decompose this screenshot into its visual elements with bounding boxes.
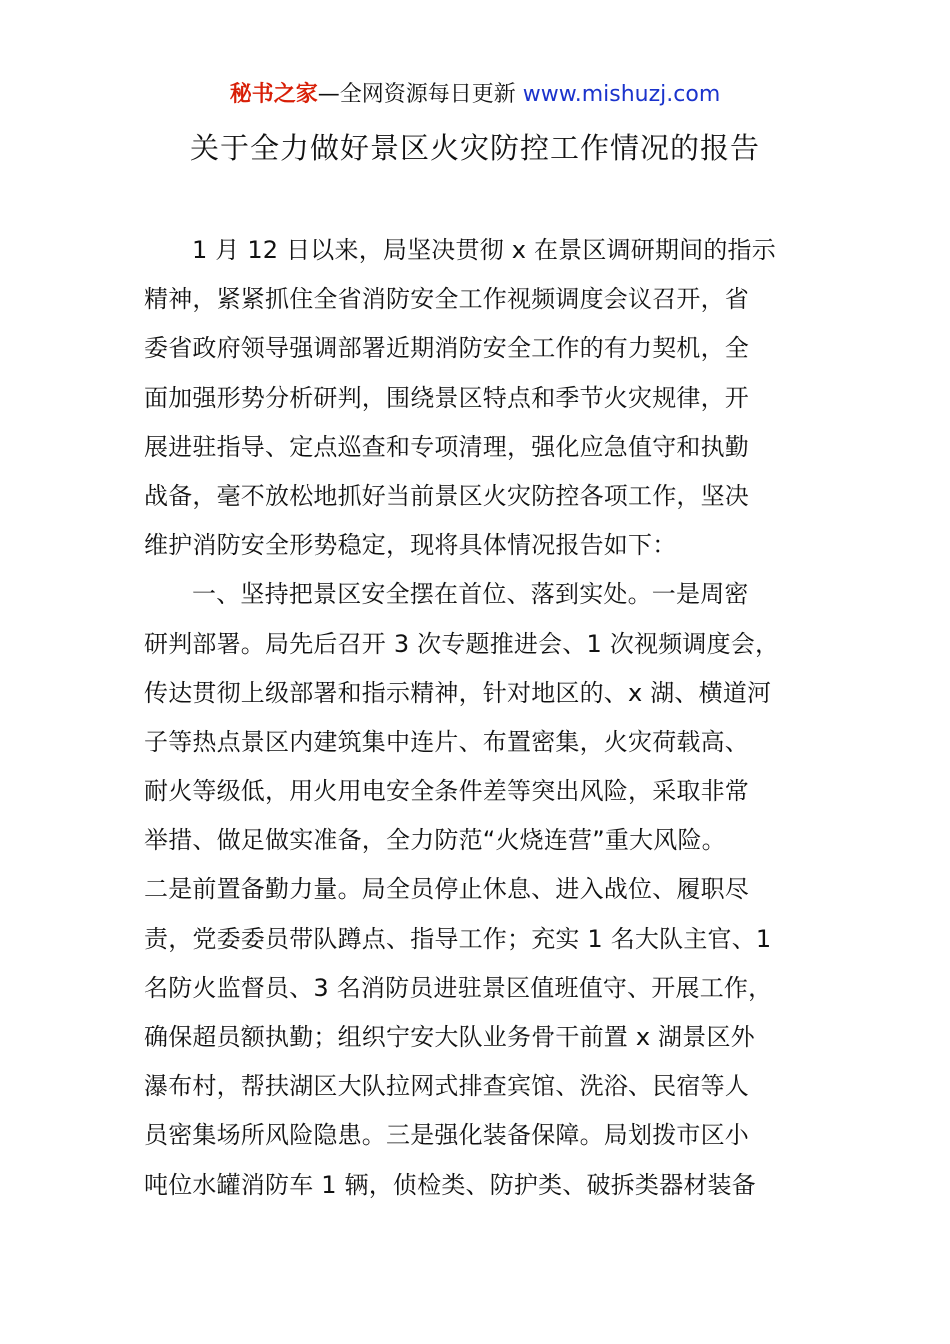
- body-line: 维护消防安全形势稳定，现将具体情况报告如下：: [144, 531, 677, 560]
- site-tagline: —全网资源每日更新: [317, 82, 523, 107]
- body-line: 责，党委委员带队蹲点、指导工作；充实 1 名大队主官、1: [144, 924, 772, 953]
- body-line: 吨位水罐消防车 1 辆，侦检类、防护类、破拆类器材装备: [144, 1170, 756, 1199]
- body-line: 研判部署。局先后召开 3 次专题推进会、1 次视频调度会，: [144, 629, 780, 658]
- body-line: 展进驻指导、定点巡查和专项清理，强化应急值守和执勤: [144, 432, 749, 461]
- document-body: [144, 226, 808, 1210]
- site-header: [0, 80, 950, 110]
- document-title: 关于全力做好景区火灾防控工作情况的报告: [189, 131, 760, 165]
- body-line: 名防火监督员、3 名消防员进驻景区值班值守、开展工作，: [144, 973, 773, 1002]
- body-line: 确保超员额执勤；组织宁安大队业务骨干前置 x 湖景区外: [144, 1023, 755, 1051]
- body-line: 一、坚持把景区安全摆在首位、落到实处。一是周密: [192, 580, 749, 609]
- body-line: 员密集场所风险隐患。三是强化装备保障。局划拨市区小: [144, 1121, 749, 1150]
- body-line: 瀑布村，帮扶湖区大队拉网式排查宾馆、洗浴、民宿等人: [144, 1072, 749, 1101]
- body-line: 战备，毫不放松地抓好当前景区火灾防控各项工作，坚决: [144, 481, 749, 510]
- body-line: 举措、做足做实准备，全力防范“火烧连营”重大风险。: [144, 826, 726, 855]
- body-line: 耐火等级低，用火用电安全条件差等突出风险，采取非常: [144, 777, 749, 806]
- body-line: 二是前置备勤力量。局全员停止休息、进入战位、履职尽: [144, 875, 749, 904]
- site-brand: 秘书之家: [229, 82, 318, 107]
- body-line: 子等热点景区内建筑集中连片、布置密集，火灾荷载高、: [144, 727, 749, 756]
- body-line: 1 月 12 日以来，局坚决贯彻 x 在景区调研期间的指示: [192, 236, 776, 264]
- body-line: 面加强形势分析研判，围绕景区特点和季节火灾规律，开: [144, 383, 749, 412]
- body-line: 委省政府领导强调部署近期消防安全工作的有力契机，全: [144, 334, 749, 363]
- body-line: 精神，紧紧抓住全省消防安全工作视频调度会议召开，省: [144, 285, 749, 314]
- body-line: 传达贯彻上级部署和指示精神，针对地区的、x 湖、横道河: [144, 678, 772, 707]
- site-url-link[interactable]: www.mishuzj.com: [522, 82, 721, 107]
